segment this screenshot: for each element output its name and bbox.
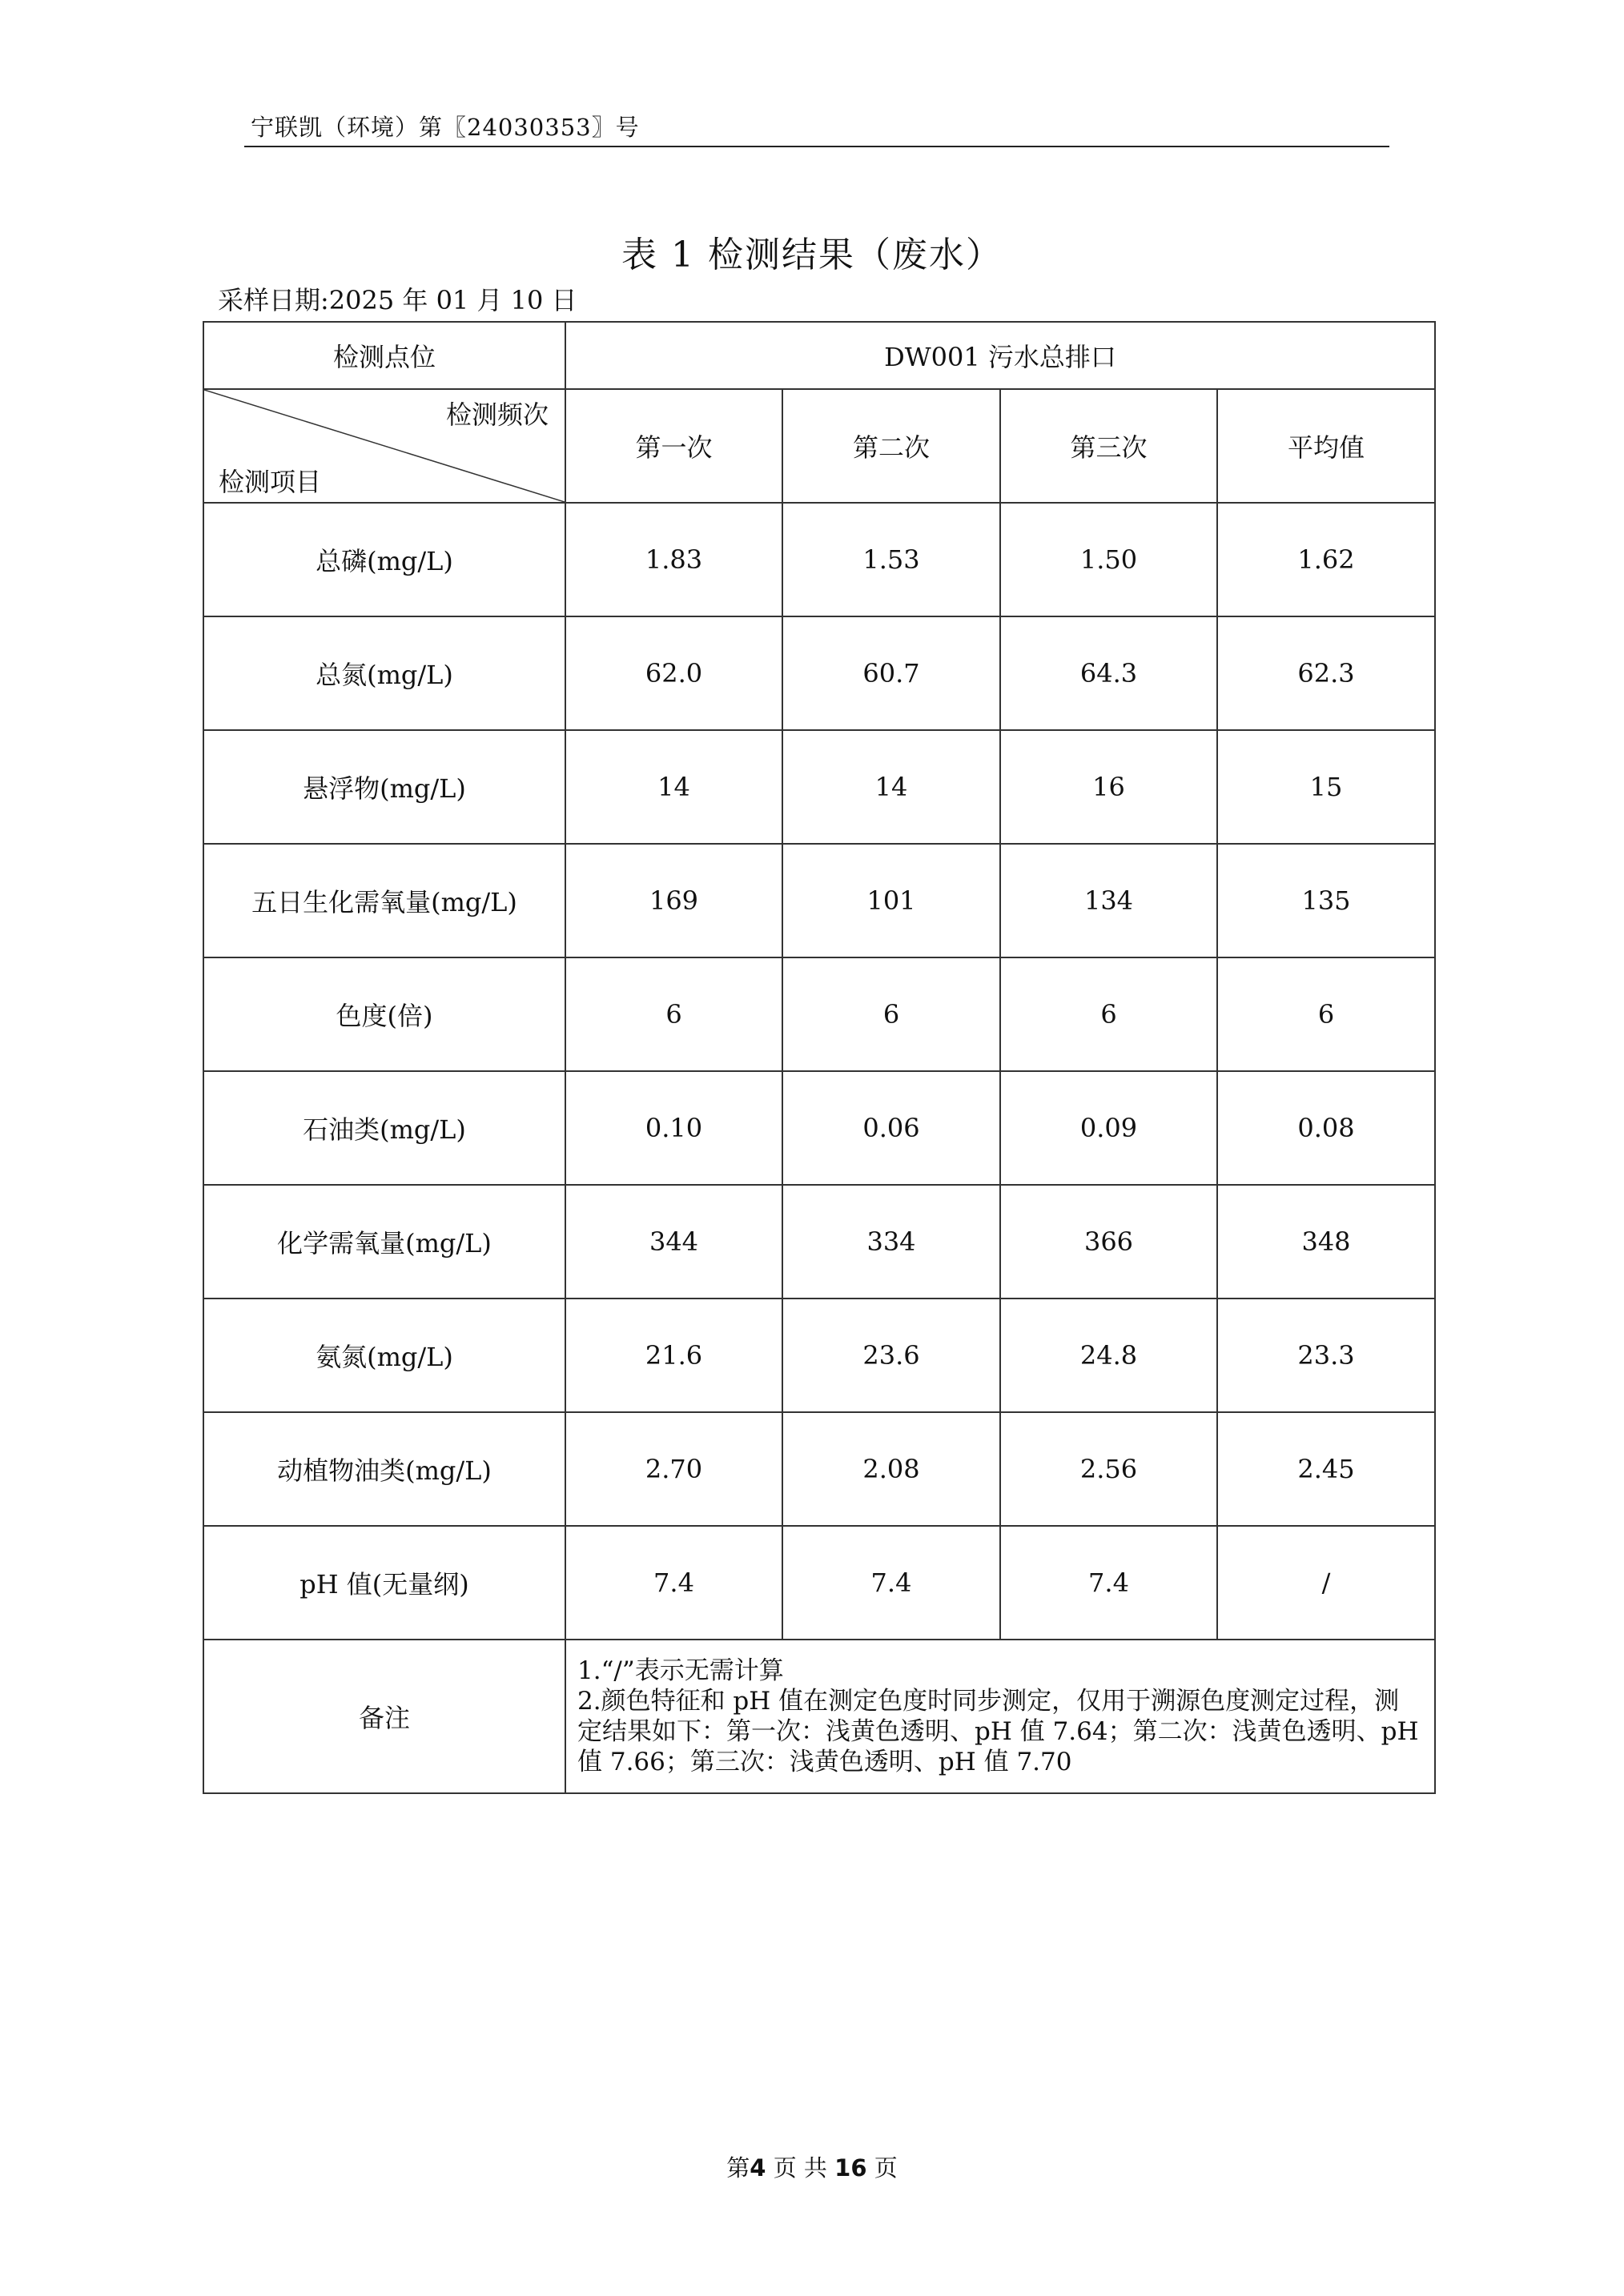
item-name: 色度(倍): [203, 957, 565, 1071]
value-cell: 6: [782, 957, 1000, 1071]
average-cell: /: [1217, 1526, 1435, 1640]
diagonal-header-cell: [203, 389, 565, 503]
value-cell: 0.10: [565, 1071, 782, 1185]
value-cell: 62.0: [565, 616, 782, 730]
value-cell: 7.4: [782, 1526, 1000, 1640]
average-cell: 0.08: [1217, 1071, 1435, 1185]
item-name: 总磷(mg/L): [203, 503, 565, 616]
value-cell: 14: [565, 730, 782, 844]
frequency-label: 检测频次: [445, 399, 549, 430]
page-footer: [0, 2150, 1624, 2183]
current-page-number: 4: [750, 2154, 766, 2182]
document-number: 宁联凯（环境）第〖24030353〗号: [251, 114, 640, 141]
point-label: 检测点位: [203, 322, 565, 389]
value-cell: 21.6: [565, 1299, 782, 1412]
notes-label: 备注: [203, 1640, 565, 1793]
table-row: [203, 957, 1435, 1071]
table-row: [203, 616, 1435, 730]
value-cell: 1.83: [565, 503, 782, 616]
value-cell: 6: [1000, 957, 1217, 1071]
item-name: 五日生化需氧量(mg/L): [203, 844, 565, 957]
footer-middle: 页 共: [766, 2154, 835, 2182]
value-cell: 344: [565, 1185, 782, 1299]
item-name: 动植物油类(mg/L): [203, 1412, 565, 1526]
table-row: [203, 730, 1435, 844]
table-title: 表 1 检测结果（废水）: [621, 235, 1003, 275]
value-cell: 14: [782, 730, 1000, 844]
footer-suffix: 页: [866, 2154, 898, 2182]
value-cell: 16: [1000, 730, 1217, 844]
value-cell: 366: [1000, 1185, 1217, 1299]
table-row: [203, 1185, 1435, 1299]
average-cell: 2.45: [1217, 1412, 1435, 1526]
table-row: [203, 503, 1435, 616]
value-cell: 1.53: [782, 503, 1000, 616]
average-cell: 23.3: [1217, 1299, 1435, 1412]
average-cell: 135: [1217, 844, 1435, 957]
average-cell: 348: [1217, 1185, 1435, 1299]
column-header: 平均值: [1217, 389, 1435, 503]
item-name: pH 值(无量纲): [203, 1526, 565, 1640]
value-cell: 334: [782, 1185, 1000, 1299]
value-cell: 101: [782, 844, 1000, 957]
value-cell: 1.50: [1000, 503, 1217, 616]
table-row: [203, 1412, 1435, 1526]
table-row: [203, 1299, 1435, 1412]
notes-row: [203, 1640, 1435, 1793]
average-cell: 62.3: [1217, 616, 1435, 730]
average-cell: 15: [1217, 730, 1435, 844]
header-row: [203, 389, 1435, 503]
item-name: 石油类(mg/L): [203, 1071, 565, 1185]
average-cell: 1.62: [1217, 503, 1435, 616]
value-cell: 134: [1000, 844, 1217, 957]
value-cell: 64.3: [1000, 616, 1217, 730]
average-cell: 6: [1217, 957, 1435, 1071]
point-row: [203, 322, 1435, 389]
total-pages-number: 16: [834, 2154, 867, 2182]
item-name: 总氮(mg/L): [203, 616, 565, 730]
value-cell: 0.09: [1000, 1071, 1217, 1185]
note-line: 2.颜色特征和 pH 值在测定色度时同步测定，仅用于溯源色度测定过程，测定结果如下：第一次：浅黄色透明、pH 值 7.64；第二次：浅黄色透明、pH 值 7.66；第三次：浅黄色透明、pH 值 7.70: [577, 1687, 1419, 1776]
item-label: 检测项目: [219, 467, 322, 497]
value-cell: 23.6: [782, 1299, 1000, 1412]
footer-prefix: 第: [726, 2154, 750, 2182]
item-name: 氨氮(mg/L): [203, 1299, 565, 1412]
value-cell: 24.8: [1000, 1299, 1217, 1412]
header-rule: [244, 109, 1389, 147]
column-header: 第一次: [565, 389, 782, 503]
note-line: 1.“/”表示无需计算: [577, 1656, 784, 1685]
table-row: [203, 1526, 1435, 1640]
point-value: DW001 污水总排口: [565, 322, 1435, 389]
value-cell: 2.56: [1000, 1412, 1217, 1526]
column-header: 第二次: [782, 389, 1000, 503]
value-cell: 169: [565, 844, 782, 957]
value-cell: 60.7: [782, 616, 1000, 730]
notes-content: [565, 1640, 1435, 1793]
results-table: [203, 321, 1436, 1794]
value-cell: 7.4: [565, 1526, 782, 1640]
item-name: 化学需氧量(mg/L): [203, 1185, 565, 1299]
value-cell: 6: [565, 957, 782, 1071]
item-name: 悬浮物(mg/L): [203, 730, 565, 844]
value-cell: 2.70: [565, 1412, 782, 1526]
value-cell: 2.08: [782, 1412, 1000, 1526]
value-cell: 0.06: [782, 1071, 1000, 1185]
value-cell: 7.4: [1000, 1526, 1217, 1640]
table-row: [203, 844, 1435, 957]
sampling-date: 采样日期:2025 年 01 月 10 日: [218, 285, 577, 315]
table-row: [203, 1071, 1435, 1185]
column-header: 第三次: [1000, 389, 1217, 503]
